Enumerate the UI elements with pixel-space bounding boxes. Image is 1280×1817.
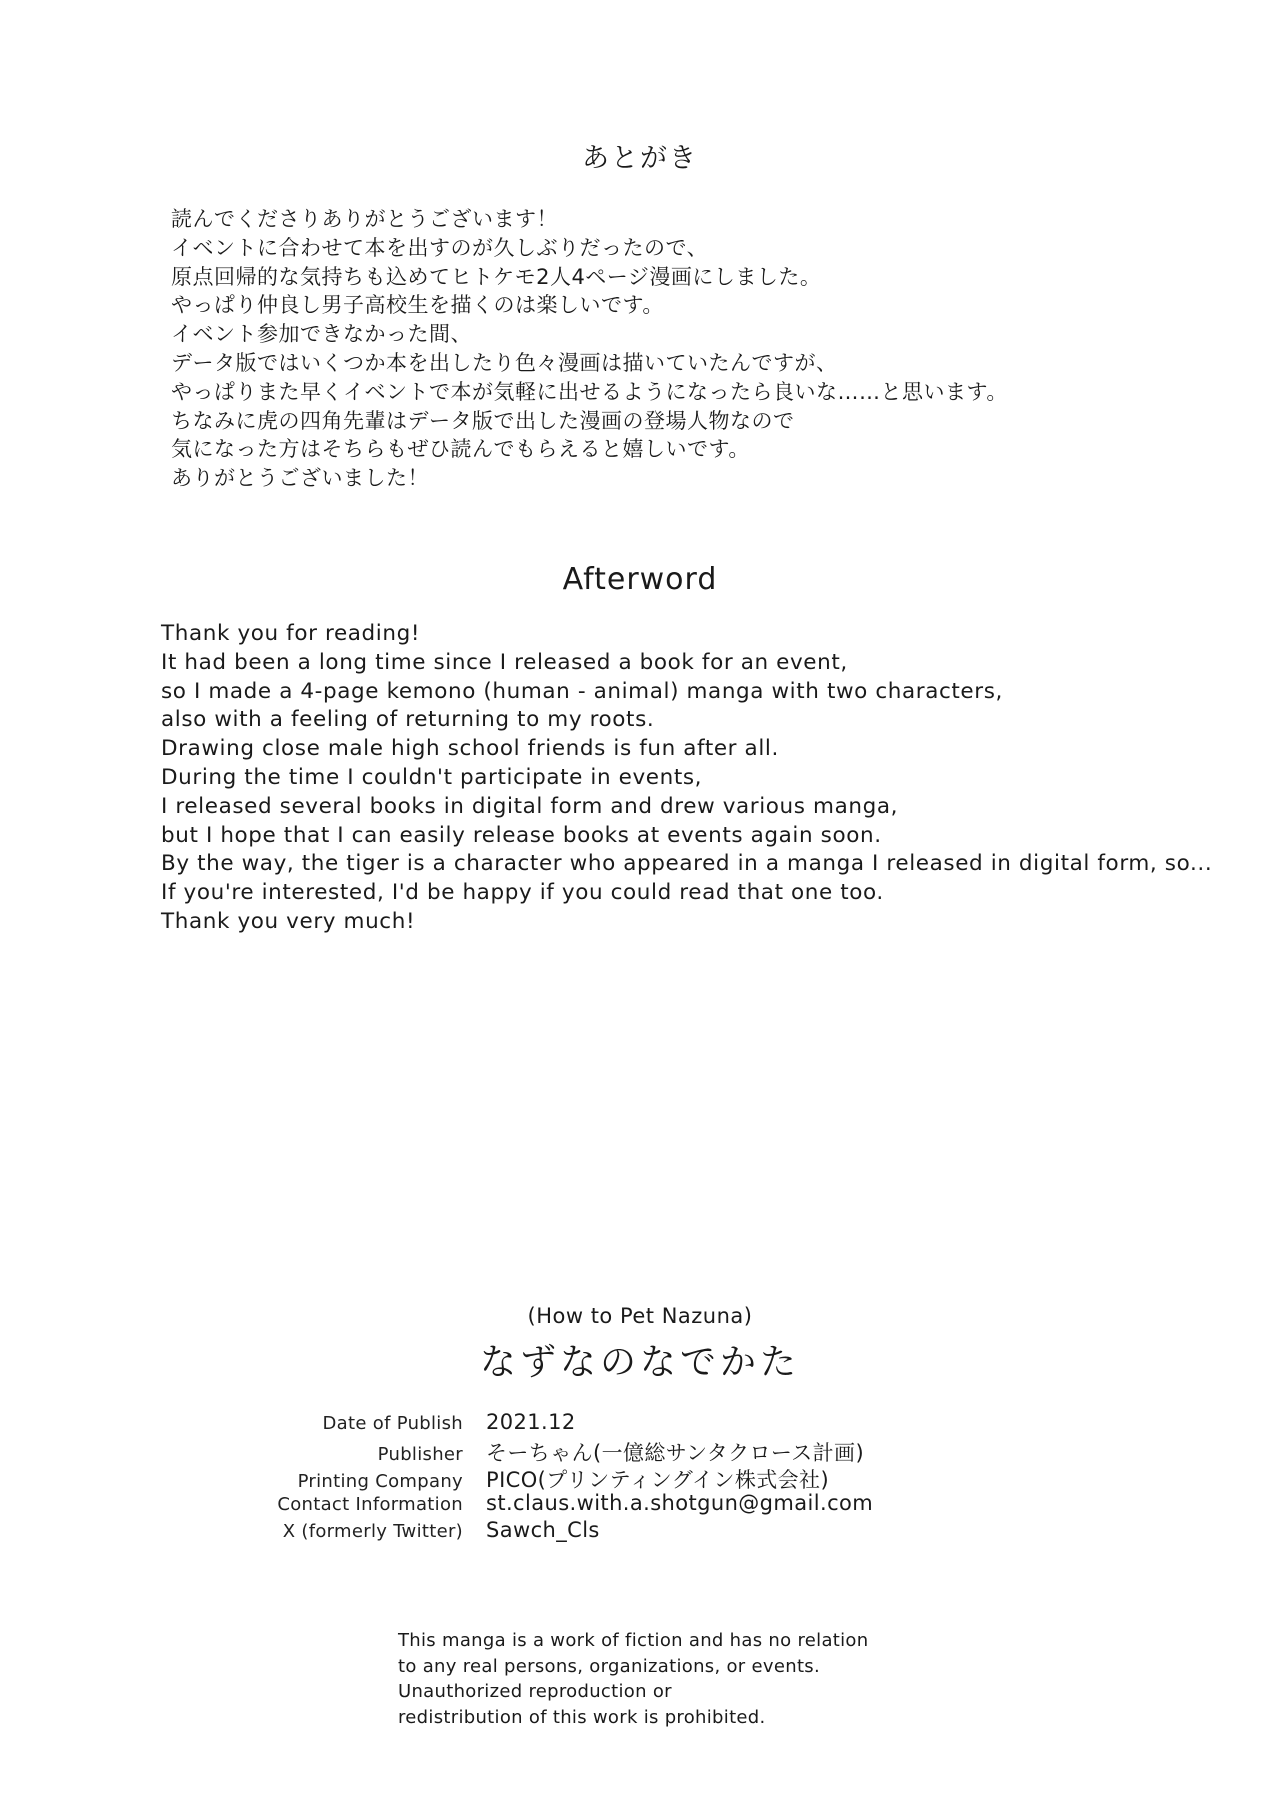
afterword-en-body xyxy=(161,620,1241,937)
colophon-credits xyxy=(230,1410,1030,1545)
credit-row-printer xyxy=(230,1464,1030,1491)
credit-value: Sawch_Cls xyxy=(486,1518,600,1542)
credit-label: Publisher xyxy=(377,1444,463,1465)
book-subtitle: (How to Pet Nazuna) xyxy=(527,1304,753,1328)
afterword-jp-body xyxy=(171,205,1211,493)
credit-label: Contact Information xyxy=(277,1494,463,1515)
credit-row-contact xyxy=(230,1491,1030,1518)
afterword-jp-line: やっぱり仲良し男子高校生を描くのは楽しいです。 xyxy=(171,293,664,318)
afterword-en-line: By the way, the tiger is a character who appeared in a manga I released in digital form, so... xyxy=(161,851,1213,877)
afterword-en-line: but I hope that I can easily release books at events again soon. xyxy=(161,822,882,848)
disclaimer-line: to any real persons, organizations, or events. xyxy=(398,1655,820,1677)
disclaimer-line: Unauthorized reproduction or xyxy=(398,1681,672,1702)
afterword-jp-line: 読んでくださりありがとうございます！ xyxy=(171,207,558,231)
afterword-en-line: Thank you for reading! xyxy=(161,621,421,646)
credit-row-date xyxy=(230,1410,1030,1437)
disclaimer-line: This manga is a work of fiction and has no relation xyxy=(398,1630,869,1651)
afterword-jp-line: ちなみに虎の四角先輩はデータ版で出した漫画の登場人物なので xyxy=(171,408,795,433)
credit-value: st.claus.with.a.shotgun@gmail.com xyxy=(486,1491,874,1515)
afterword-en-line: It had been a long time since I released a book for an event, xyxy=(161,649,848,675)
afterword-en-line: During the time I couldn't participate in events, xyxy=(161,764,703,790)
disclaimer-line: redistribution of this work is prohibited. xyxy=(398,1706,766,1728)
afterword-jp-line: やっぱりまた早くイベントで本が気軽に出せるようになったら良いな……と思います。 xyxy=(171,379,1008,404)
afterword-jp-line: ありがとうございました！ xyxy=(171,466,429,491)
credit-value: PICO(プリンティングイン株式会社) xyxy=(486,1468,830,1492)
afterword-en-line: also with a feeling of returning to my roots. xyxy=(161,707,655,733)
credit-value: そーちゃん(一億総サンタクロース計画) xyxy=(486,1441,865,1465)
afterword-en-line: If you're interested, I'd be happy if you could read that one too. xyxy=(161,880,884,906)
credit-row-x xyxy=(230,1518,1030,1545)
afterword-jp-line: 気になった方はそちらもぜひ読んでもらえると嬉しいです。 xyxy=(171,437,750,462)
afterword-jp-line: イベント参加できなかった間、 xyxy=(171,322,472,347)
credit-label: Printing Company xyxy=(297,1471,463,1492)
afterword-jp-line: データ版ではいくつか本を出したり色々漫画は描いていたんですが、 xyxy=(171,350,838,375)
afterword-en-line: so I made a 4-page kemono (human - animal) manga with two characters, xyxy=(161,678,1003,704)
afterword-en-line: I released several books in digital form and drew various manga, xyxy=(161,793,899,819)
afterword-jp-title: あとがき xyxy=(582,143,698,174)
credit-label: X (formerly Twitter) xyxy=(282,1521,463,1542)
afterword-en-title: Afterword xyxy=(562,562,718,597)
disclaimer xyxy=(398,1628,998,1730)
book-title: なずなのなでかた xyxy=(479,1342,800,1383)
afterword-en-line: Drawing close male high school friends is fun after all. xyxy=(161,736,779,762)
afterword-jp-line: イベントに合わせて本を出すのが久しぶりだったので、 xyxy=(171,235,709,260)
afterword-en-line: Thank you very much! xyxy=(161,908,416,934)
credit-label: Date of Publish xyxy=(322,1413,463,1434)
afterword-jp-line: 原点回帰的な気持ちも込めてヒトケモ2人4ページ漫画にしました。 xyxy=(171,264,822,289)
credit-row-publisher xyxy=(230,1437,1030,1464)
credit-value: 2021.12 xyxy=(486,1410,576,1434)
